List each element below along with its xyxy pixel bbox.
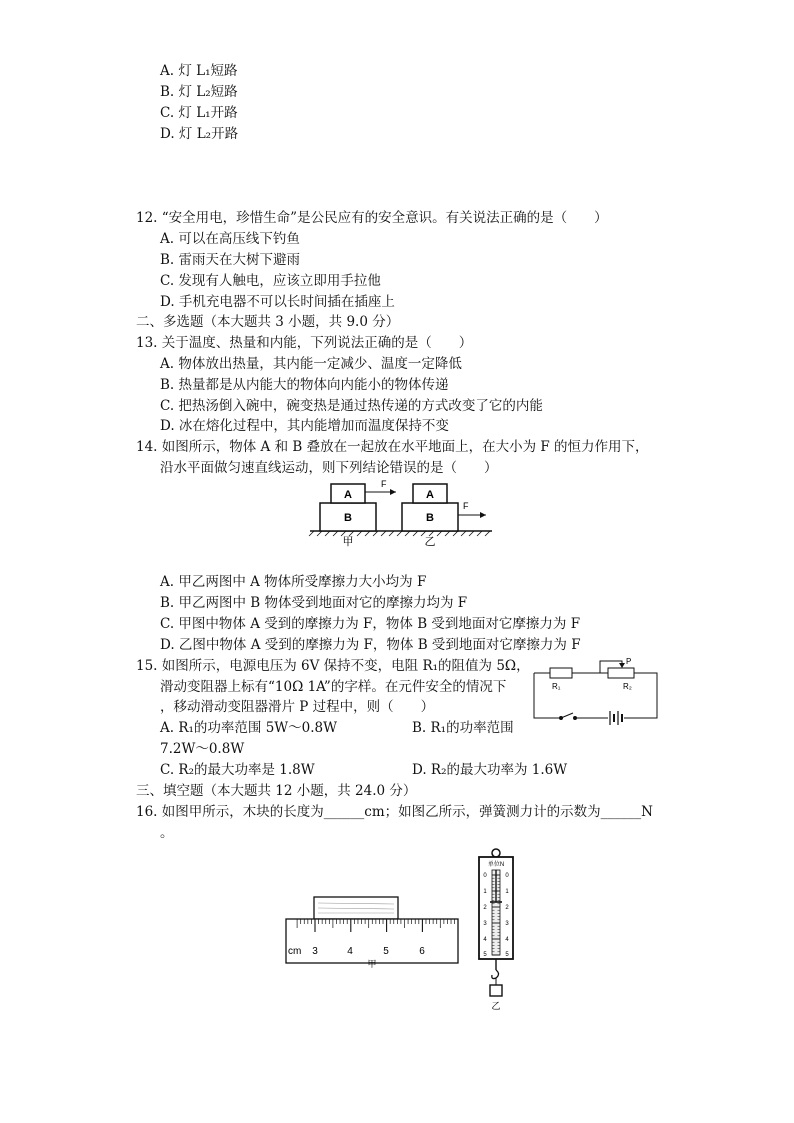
q14-stem-line2: 沿水平面做匀速直线运动，则下列结论错误的是（ ） bbox=[160, 460, 498, 476]
q13-option-a: A. 物体放出热量，其内能一定减少、温度一定降低 bbox=[160, 356, 462, 372]
q13-option-b: B. 热量都是从内能大的物体向内能小的物体传递 bbox=[160, 377, 449, 393]
q16-spring-scale-figure bbox=[470, 846, 522, 1014]
q15-stem-line2: 滑动变阻器上标有“10Ω 1A”的字样。在元件安全的情况下 bbox=[160, 679, 507, 695]
q15-circuit-diagram bbox=[530, 656, 662, 726]
hanging-weight bbox=[490, 985, 502, 996]
scale-left-1: 1 bbox=[483, 889, 487, 895]
q13-stem: 13. 关于温度、热量和内能，下列说法正确的是（ ） bbox=[136, 335, 473, 351]
q15-option-b-continued: 7.2W～0.8W bbox=[160, 741, 245, 757]
scale-title: 单位N bbox=[487, 862, 505, 868]
q15-option-d: D. R₂的最大功率为 1.6W bbox=[412, 762, 568, 778]
q14-blocks-figure bbox=[300, 478, 500, 548]
q12-option-c: C. 发现有人触电，应该立即用手拉他 bbox=[160, 273, 381, 289]
scale-right-4: 4 bbox=[505, 937, 509, 943]
q12-option-d: D. 手机充电器不可以长时间插在插座上 bbox=[160, 294, 395, 310]
section-heading-multiple-choice: 二、多选题（本大题共 3 小题，共 9.0 分） bbox=[136, 314, 400, 330]
q14-option-c: C. 甲图中物体 A 受到的摩擦力为 F，物体 B 受到地面对它摩擦力为 F bbox=[160, 616, 581, 632]
q16-ruler-figure bbox=[280, 880, 462, 968]
q13-option-c: C. 把热汤倒入碗中，碗变热是通过热传递的方式改变了它的内能 bbox=[160, 398, 543, 414]
ruler-tick-label-6: 6 bbox=[419, 946, 425, 957]
scale-hook bbox=[492, 970, 499, 979]
q15-option-b: B. R₁的功率范围 bbox=[412, 720, 514, 736]
scale-right-2: 2 bbox=[505, 905, 509, 911]
scale-right-5: 5 bbox=[505, 952, 509, 958]
ruler-unit-label: cm bbox=[288, 946, 302, 957]
scale-left-3: 3 bbox=[483, 921, 487, 927]
yi-caption: 乙 bbox=[424, 536, 436, 548]
section-heading-fill-in: 三、填空题（本大题共 12 小题，共 24.0 分） bbox=[136, 783, 417, 799]
scale-left-5: 5 bbox=[483, 952, 487, 958]
q11-option-b: B. 灯 L₂短路 bbox=[160, 84, 238, 100]
scale-left-4: 4 bbox=[483, 937, 487, 943]
ruler-tick-label-4: 4 bbox=[347, 946, 353, 957]
q15-option-a: A. R₁的功率范围 5W～0.8W bbox=[160, 720, 338, 736]
resistor-r1 bbox=[550, 668, 572, 678]
jia-block-a-label: A bbox=[344, 489, 352, 501]
q14-option-b: B. 甲乙两图中 B 物体受到地面对它的摩擦力均为 F bbox=[160, 595, 468, 611]
jia-force-label: F bbox=[381, 479, 387, 489]
scale-left-2: 2 bbox=[483, 905, 487, 911]
scale-caption: 乙 bbox=[491, 1001, 501, 1011]
scale-right-3: 3 bbox=[505, 921, 509, 927]
q12-stem: 12. “安全用电，珍惜生命”是公民应有的安全意识。有关说法正确的是（ ） bbox=[136, 210, 608, 226]
yi-block-a-label: A bbox=[426, 489, 434, 501]
yi-block-b-label: B bbox=[426, 512, 434, 524]
q16-stem: 16. 如图甲所示，木块的长度为______cm；如图乙所示，弹簧测力计的示数为______N bbox=[136, 804, 653, 820]
q14-option-d: D. 乙图中物体 A 受到的摩擦力为 F，物体 B 受到地面对它摩擦力为 F bbox=[160, 637, 581, 653]
q13-option-d: D. 冰在熔化过程中，其内能增加而温度保持不变 bbox=[160, 418, 449, 434]
yi-force-label: F bbox=[463, 501, 469, 511]
ruler-tick-label-3: 3 bbox=[312, 946, 318, 957]
slider-arrowhead bbox=[619, 663, 625, 668]
jia-force-arrowhead bbox=[390, 489, 396, 495]
q15-option-c: C. R₂的最大功率是 1.8W bbox=[160, 762, 315, 778]
q16-stem-tail: 。 bbox=[160, 825, 174, 841]
q11-option-a: A. 灯 L₁短路 bbox=[160, 63, 238, 79]
q15-stem-line1: 15. 如图所示，电源电压为 6V 保持不变，电阻 R₁的阻值为 5Ω， bbox=[136, 658, 530, 674]
scale-top-ring bbox=[492, 849, 500, 857]
r2-label: R₂ bbox=[623, 682, 632, 691]
slider-label: P bbox=[626, 657, 632, 666]
r1-label: R₁ bbox=[552, 682, 561, 691]
ruler-caption: 甲 bbox=[367, 959, 377, 968]
wire-right bbox=[624, 673, 657, 718]
scale-right-1: 1 bbox=[505, 889, 509, 895]
ruler-tick-label-5: 5 bbox=[383, 946, 389, 957]
jia-caption: 甲 bbox=[342, 536, 354, 548]
q11-option-c: C. 灯 L₁开路 bbox=[160, 105, 238, 121]
q12-option-b: B. 雷雨天在大树下避雨 bbox=[160, 252, 301, 268]
q11-option-d: D. 灯 L₂开路 bbox=[160, 126, 239, 142]
q12-option-a: A. 可以在高压线下钓鱼 bbox=[160, 231, 300, 247]
q14-option-a: A. 甲乙两图中 A 物体所受摩擦力大小均为 F bbox=[160, 574, 427, 590]
rheostat-r2 bbox=[608, 668, 634, 678]
switch-lever bbox=[561, 713, 573, 718]
q15-stem-line3: ，移动滑动变阻器滑片 P 过程中，则（ ） bbox=[160, 699, 435, 715]
yi-force-arrowhead bbox=[480, 512, 486, 518]
scale-right-0: 0 bbox=[505, 873, 509, 879]
jia-block-b-label: B bbox=[344, 512, 352, 524]
q14-stem-line1: 14. 如图所示，物体 A 和 B 叠放在一起放在水平地面上，在大小为 F 的恒力作用下， bbox=[136, 439, 649, 455]
wire-left bbox=[534, 673, 560, 718]
scale-left-0: 0 bbox=[483, 873, 487, 879]
